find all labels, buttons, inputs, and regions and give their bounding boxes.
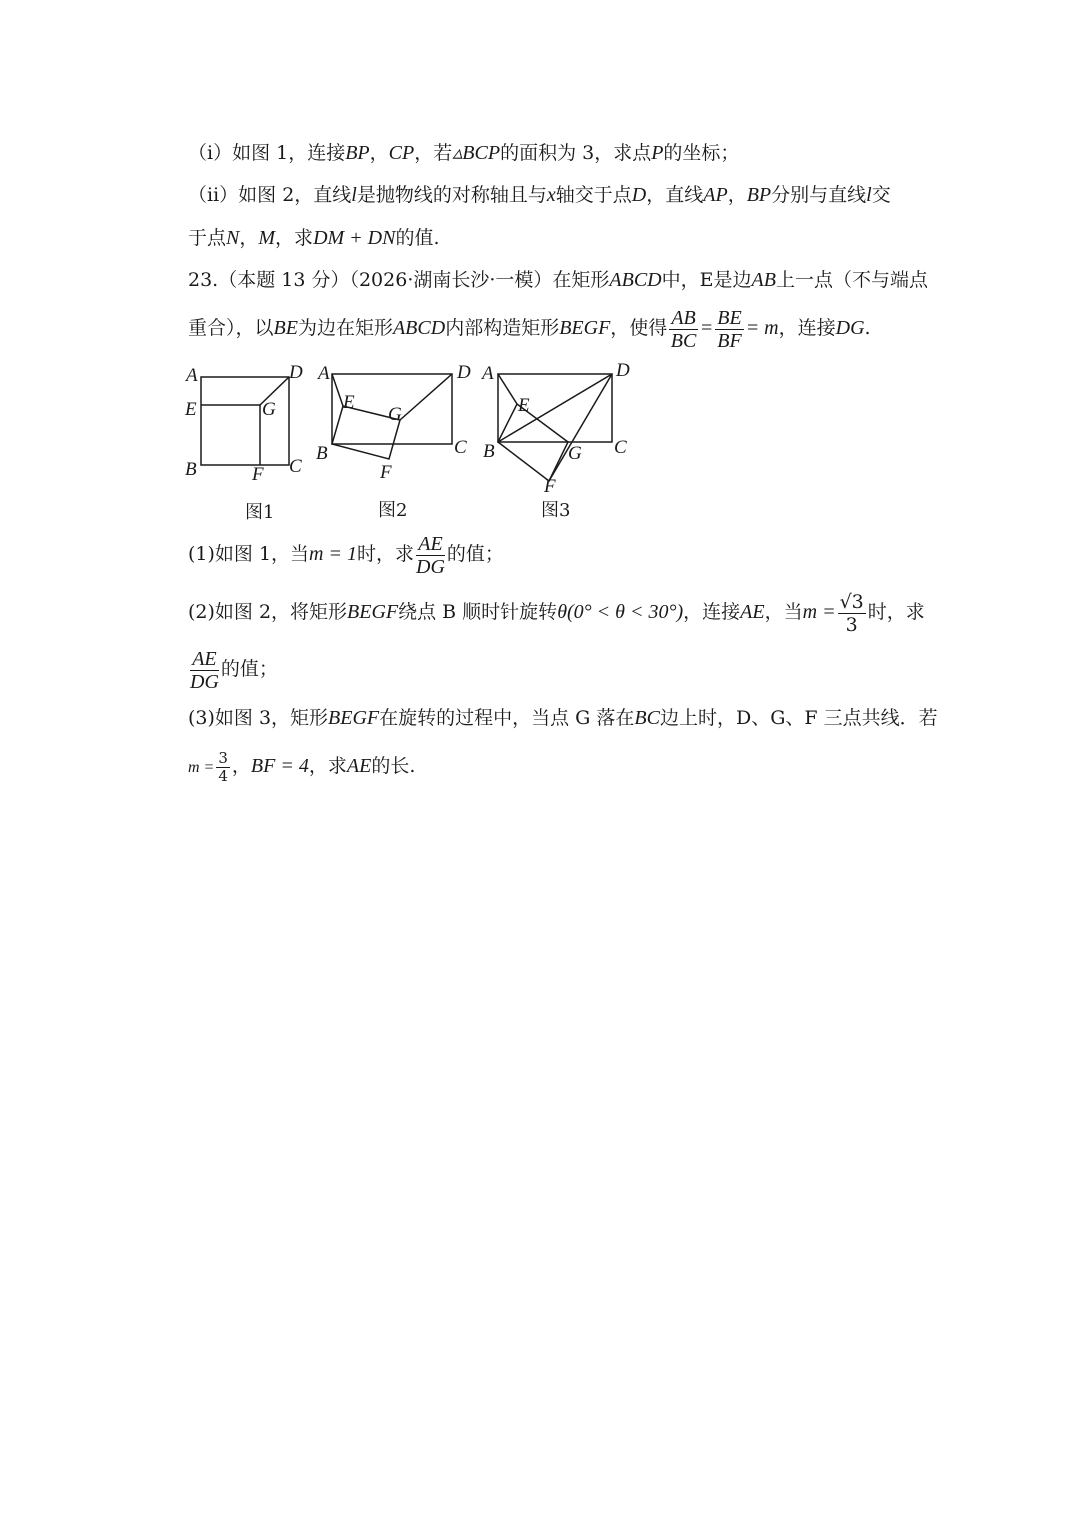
fig2-label-e: E: [343, 392, 355, 413]
fig1-caption: 图1: [245, 502, 275, 523]
fraction-ae-dg: $\frac{AE}{DG}$: [416, 532, 445, 578]
fig3-label-c: C: [614, 437, 627, 458]
fig3-segment-ae: [498, 374, 517, 404]
figure-1: [184, 362, 303, 523]
figure-2: [316, 362, 471, 521]
fig3-label-a: A: [482, 363, 494, 384]
figures-panel: [0, 358, 1080, 528]
part-1-line: (1)如图 1，当m = 1时，求 $\frac{AE}{DG}$ 的值；: [188, 532, 504, 578]
fraction-sqrt3-3: $\frac{√3}{3}$: [839, 590, 864, 636]
fig1-label-a: A: [186, 365, 198, 386]
fig3-label-d: D: [616, 360, 630, 381]
fig2-caption: 图2: [378, 500, 408, 521]
fig3-label-g: G: [568, 443, 582, 464]
question-ii-line1: （ⅱ）如图 2，直线l是抛物线的对称轴且与x轴交于点D，直线AP，BP分别与直线l交: [188, 184, 891, 206]
part-3-line1: (3)如图 3，矩形BEGF在旋转的过程中，当点 G 落在BC边上时，D、G、F 三点共线．若: [188, 707, 938, 729]
question-i-line: （ⅰ）如图 1，连接BP，CP，若▵BCP的面积为 3，求点P的坐标；: [188, 142, 740, 164]
fig2-segment-ae: [332, 374, 343, 406]
question-ii-line2: 于点N，M，求DM + DN的值.: [188, 227, 440, 249]
fig1-label-b: B: [185, 459, 197, 480]
fig2-label-f: F: [380, 462, 392, 483]
question-23-line2: 重合），以BE为边在矩形ABCD内部构造矩形BEGF，使得 $\frac{AB}{BC}$ = $\frac{BE}{BF}$ = m，连接DG.: [188, 306, 871, 352]
part-2-line1: (2)如图 2，将矩形BEGF绕点 B 顺时针旋转θ(0° < θ < 30°)，连接AE，当m = $\frac{√3}{3}$ 时，求: [188, 590, 925, 636]
fig2-segment-gd: [400, 374, 452, 420]
fig3-label-e: E: [518, 395, 530, 416]
fig2-label-d: D: [457, 362, 471, 383]
fraction-3-4: $\frac{3}{4}$: [218, 748, 228, 785]
part-2-line2: $\frac{AE}{DG}$ 的值；: [190, 647, 278, 693]
question-23-line1: 23.（本题 13 分）（2026·湖南长沙·一模）在矩形ABCD中，E是边AB上一点（不与端点: [188, 269, 928, 291]
fig3-label-f: F: [544, 476, 556, 497]
fig1-label-e: E: [185, 399, 197, 420]
part-3-line2: m = $\frac{3}{4}$ ，BF = 4，求AE的长.: [188, 748, 416, 785]
fig2-label-b: B: [316, 443, 328, 464]
fig1-label-d: D: [289, 362, 303, 383]
figure-3: [480, 360, 630, 521]
fig3-segment-dgf: [549, 374, 612, 481]
fig2-label-g: G: [388, 404, 402, 425]
fig1-label-g: G: [262, 399, 276, 420]
fraction-ab-bc: $\frac{AB}{BC}$: [670, 306, 697, 352]
fraction-ae-dg-2: $\frac{AE}{DG}$: [190, 647, 219, 693]
fig2-label-c: C: [454, 437, 467, 458]
fig3-label-b: B: [483, 441, 495, 462]
fig1-label-c: C: [289, 456, 302, 477]
fig3-caption: 图3: [541, 500, 571, 521]
fraction-be-bf: $\frac{BE}{BF}$: [717, 306, 742, 352]
fig1-label-f: F: [252, 464, 264, 485]
fig2-label-a: A: [318, 363, 330, 384]
